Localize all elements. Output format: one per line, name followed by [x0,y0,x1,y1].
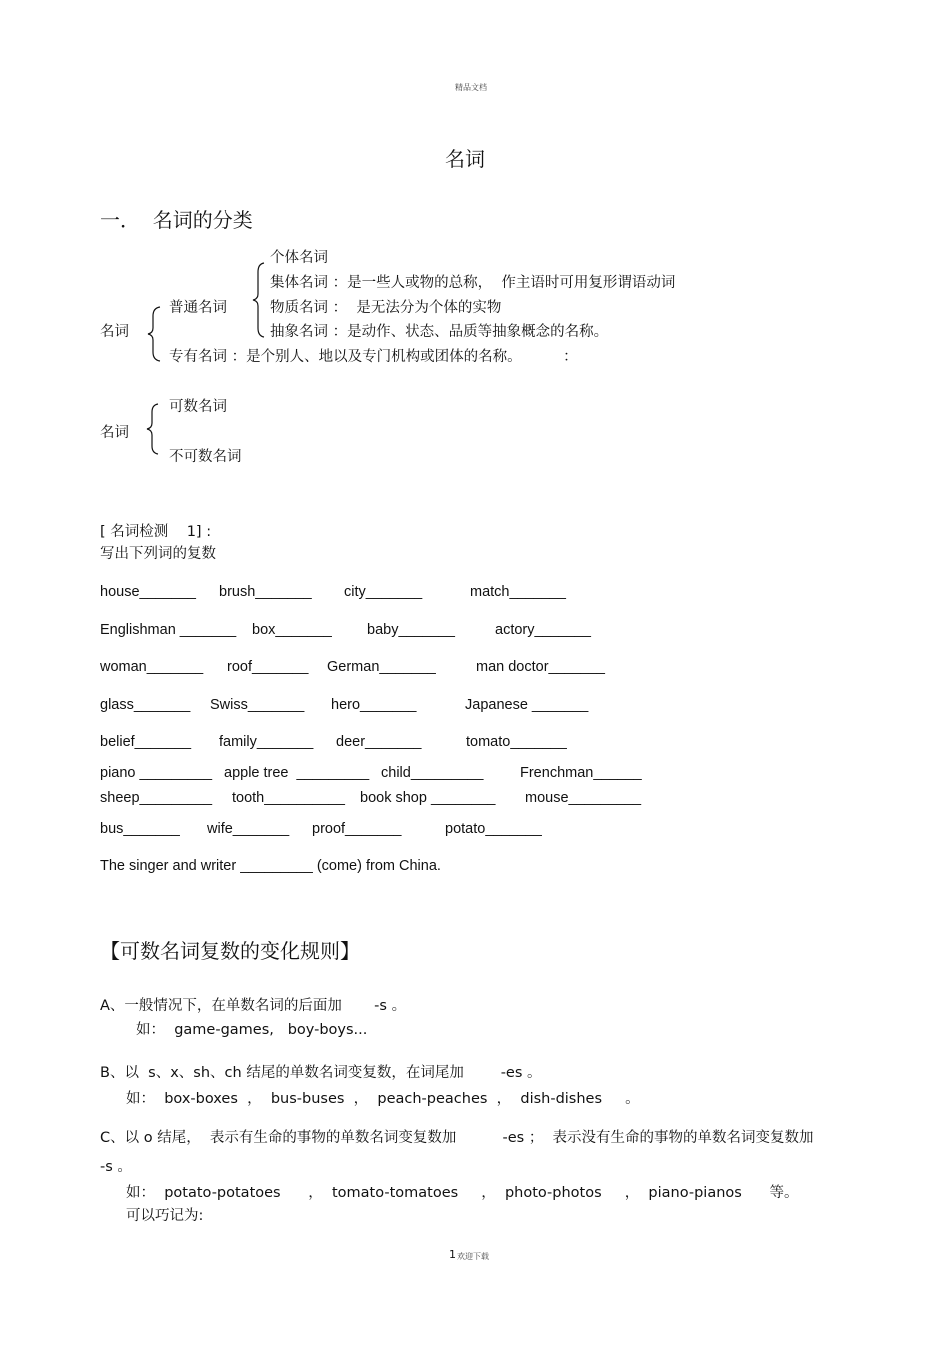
tree-root-label: 名词 [100,324,129,340]
exercise-item: woman_______ [100,659,204,675]
exercise-item: box_______ [252,622,332,638]
collective-noun: 集体名词 ：是一些人或物的总称， 作主语时可用复形谓语动词 [270,275,676,291]
exercise-item: piano _________ [100,765,213,781]
page-header: 精品文档 [455,83,487,92]
exercise-item: Englishman _______ [100,622,237,638]
brace-icon [146,403,160,455]
exercise-item: actory_______ [495,622,591,638]
exercise-item: book shop ________ [360,790,496,806]
uncountable-noun: 不可数名词 [169,449,242,465]
exercise-item: bus_______ [100,821,180,837]
page-number: 1 [449,1248,456,1261]
exercise-item: brush_______ [219,584,312,600]
outer-brace-icon [146,306,162,362]
exercise-item: city_______ [344,584,423,600]
exercise-item: Swiss_______ [210,697,305,713]
exercise-item: tooth__________ [232,790,345,806]
exercise-item: proof_______ [312,821,402,837]
page-title: 名词 [445,147,485,171]
rule-c-memo: 可以巧记为: [126,1208,204,1224]
exercise-sentence: The singer and writer _________ (come) from China. [100,858,441,874]
section-heading-classification: 一． 名词的分类 [100,208,253,232]
page-footer: 欢迎下载 [457,1252,489,1261]
abstract-noun: 抽象名词 ：是动作、状态、品质等抽象概念的名称。 [270,324,609,340]
exercise-item: Frenchman______ [520,765,642,781]
exercise-item: man doctor_______ [476,659,605,675]
rule-c-cont: -s 。 [100,1159,132,1175]
exercise-item: belief_______ [100,734,192,750]
exercise-item: roof_______ [227,659,309,675]
tree2-root-label: 名词 [100,425,129,441]
exercise-item: apple tree _________ [224,765,370,781]
exercise-item: sheep_________ [100,790,213,806]
rules-heading: 【可数名词复数的变化规则】 [100,939,360,963]
rule-a-example: 如： game-games, boy-boys... [136,1022,368,1038]
exercise-item: German_______ [327,659,436,675]
rule-b-example: 如： box-boxes ， bus-buses ， peach-peaches ， dish-dishes 。 [126,1091,640,1107]
individual-noun: 个体名词 [270,250,328,266]
exercise-item: hero_______ [331,697,417,713]
rule-b: B、以 s、x、sh、ch 结尾的单数名词变复数，在词尾加 -es 。 [100,1065,542,1081]
exercise-item: wife_______ [207,821,290,837]
material-noun: 物质名词 ： 是无法分为个体的实物 [270,300,502,316]
exercise-item: family_______ [219,734,314,750]
exercise-label: [ 名词检测 1] : [100,524,212,540]
rule-c-example: 如： potato-potatoes ， tomato-tomatoes ， photo-photos ， piano-pianos 等。 [126,1185,799,1201]
exercise-instruction: 写出下列词的复数 [100,546,216,562]
exercise-item: tomato_______ [466,734,567,750]
exercise-item: house_______ [100,584,196,600]
proper-noun: 专有名词 ：是个别人、地以及专门机构或团体的名称。 ： [169,349,578,365]
exercise-item: baby_______ [367,622,455,638]
common-noun-label: 普通名词 [169,300,227,316]
exercise-item: Japanese _______ [465,697,589,713]
countable-noun: 可数名词 [169,399,227,415]
exercise-item: mouse_________ [525,790,642,806]
exercise-item: deer_______ [336,734,422,750]
inner-brace-icon [252,262,266,338]
rule-a: A、一般情况下，在单数名词的后面加 -s 。 [100,998,407,1014]
exercise-item: child_________ [381,765,484,781]
rule-c: C、以 o 结尾， 表示有生命的事物的单数名词变复数加 -es ； 表示没有生命的事物的单数名词变复数加 [100,1130,814,1146]
exercise-item: match_______ [470,584,566,600]
exercise-item: potato_______ [445,821,542,837]
exercise-item: glass_______ [100,697,191,713]
